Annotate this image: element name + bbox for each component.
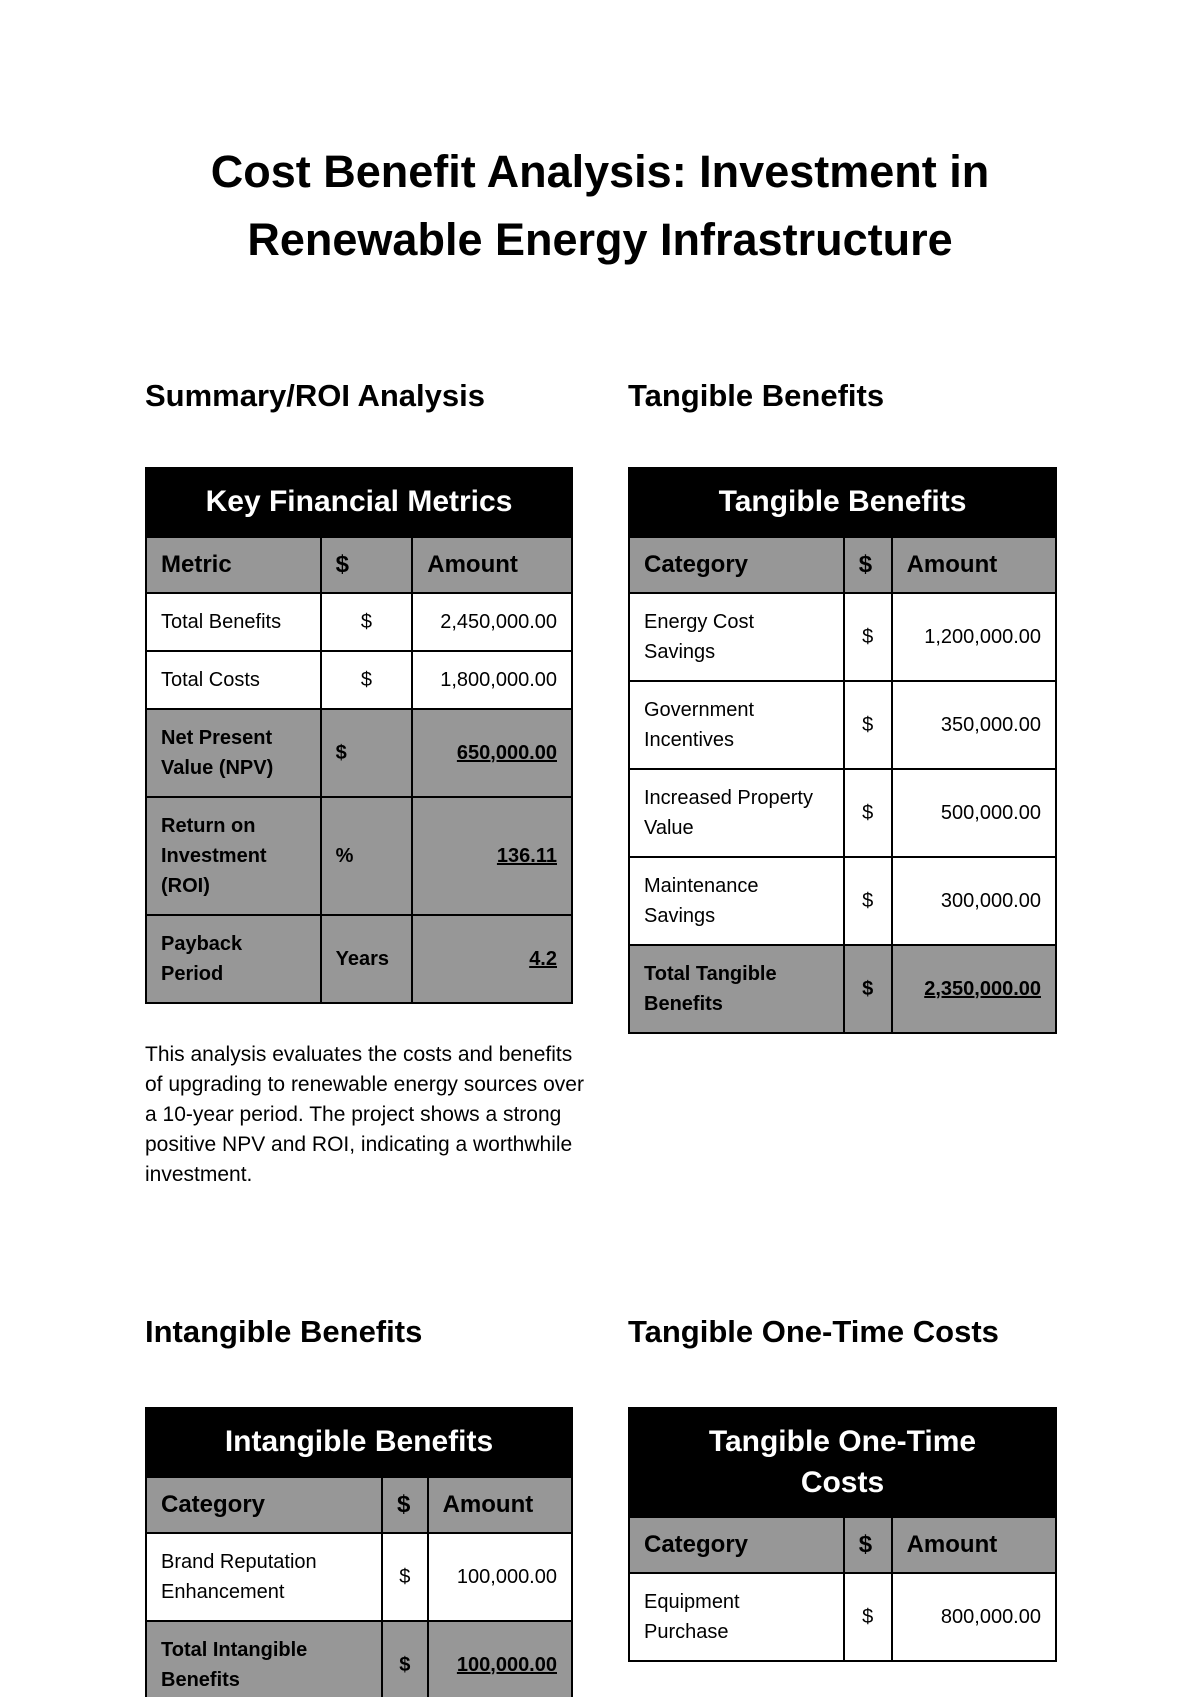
intangible-benefits-table <box>145 1407 573 1697</box>
analysis-note: This analysis evaluates the costs and benefits of upgrading to renewable energy sources over a 10-year period. The project shows a strong positive NPV and ROI, indicating a worthwhile investment. <box>145 1042 584 1186</box>
total-amount: 100,000.00 <box>428 1621 572 1697</box>
total-amount: 2,350,000.00 <box>892 945 1056 1033</box>
table-title: Tangible Benefits <box>629 468 1056 537</box>
category-unit: $ <box>844 857 892 945</box>
metric-label: Total Benefits <box>146 593 321 651</box>
metric-unit: $ <box>321 593 413 651</box>
section-tangible-benefits <box>628 376 1057 1034</box>
column-header-row <box>629 1517 1056 1573</box>
summary-heading: Summary/ROI Analysis <box>145 378 485 413</box>
section-summary-roi <box>145 376 584 1211</box>
column-header-row <box>146 1477 572 1533</box>
table-row <box>629 681 1056 769</box>
table-title: Key Financial Metrics <box>146 468 572 537</box>
metric-label: Total Costs <box>146 651 321 709</box>
table-row-highlight <box>146 915 572 1003</box>
category-label: Brand Reputation Enhancement <box>146 1533 382 1621</box>
table-row <box>629 593 1056 681</box>
tangible-benefits-table <box>628 467 1057 1034</box>
metric-amount: 136.11 <box>412 797 572 915</box>
category-label: Maintenance Savings <box>629 857 844 945</box>
column-header-metric: Metric <box>146 537 321 593</box>
section-intangible-benefits <box>145 1312 573 1697</box>
column-header-amount: Amount <box>892 537 1056 593</box>
column-header-unit: $ <box>844 1517 892 1573</box>
key-financial-metrics-table <box>145 467 573 1004</box>
total-unit: $ <box>844 945 892 1033</box>
category-amount: 1,200,000.00 <box>892 593 1056 681</box>
table-row-highlight <box>146 709 572 797</box>
onetime-heading: Tangible One-Time Costs <box>628 1314 999 1349</box>
table-title-row <box>629 468 1056 537</box>
category-label: Government Incentives <box>629 681 844 769</box>
column-header-unit: $ <box>321 537 413 593</box>
column-header-category: Category <box>629 1517 844 1573</box>
category-unit: $ <box>844 681 892 769</box>
metric-amount: 1,800,000.00 <box>412 651 572 709</box>
column-header-row <box>146 537 572 593</box>
table-row <box>629 857 1056 945</box>
metric-amount: 2,450,000.00 <box>412 593 572 651</box>
column-header-unit: $ <box>382 1477 428 1533</box>
metric-unit: $ <box>321 709 413 797</box>
table-title: Intangible Benefits <box>146 1408 572 1477</box>
column-header-row <box>629 537 1056 593</box>
category-amount: 300,000.00 <box>892 857 1056 945</box>
column-header-amount: Amount <box>892 1517 1056 1573</box>
table-title-row <box>629 1408 1056 1517</box>
total-label: Total Tangible Benefits <box>629 945 844 1033</box>
metric-amount: 4.2 <box>412 915 572 1003</box>
category-unit: $ <box>844 769 892 857</box>
section-onetime-costs <box>628 1312 1057 1662</box>
document-title-text: Cost Benefit Analysis: Investment in Renewable Energy Infrastructure <box>210 146 990 265</box>
table-title-text: Tangible One-Time Costs <box>708 1425 977 1499</box>
metric-amount: 650,000.00 <box>412 709 572 797</box>
metric-unit: Years <box>321 915 413 1003</box>
category-unit: $ <box>844 593 892 681</box>
metric-unit: $ <box>321 651 413 709</box>
category-amount: 800,000.00 <box>892 1573 1056 1661</box>
category-unit: $ <box>844 1573 892 1661</box>
column-header-unit: $ <box>844 537 892 593</box>
category-amount: 100,000.00 <box>428 1533 572 1621</box>
onetime-costs-table <box>628 1407 1057 1662</box>
table-row-total <box>629 945 1056 1033</box>
category-amount: 500,000.00 <box>892 769 1056 857</box>
table-row-highlight <box>146 797 572 915</box>
table-row <box>146 1533 572 1621</box>
column-header-category: Category <box>629 537 844 593</box>
column-header-category: Category <box>146 1477 382 1533</box>
tangible-heading: Tangible Benefits <box>628 378 885 413</box>
column-header-amount: Amount <box>412 537 572 593</box>
total-label: Total Intangible Benefits <box>146 1621 382 1697</box>
table-row <box>629 769 1056 857</box>
category-label: Energy Cost Savings <box>629 593 844 681</box>
column-header-amount: Amount <box>428 1477 572 1533</box>
table-title <box>629 1408 1056 1517</box>
category-label: Equipment Purchase <box>629 1573 844 1661</box>
metric-label: Payback Period <box>146 915 321 1003</box>
metric-label: Net Present Value (NPV) <box>146 709 321 797</box>
category-label: Increased Property Value <box>629 769 844 857</box>
category-amount: 350,000.00 <box>892 681 1056 769</box>
table-row <box>146 593 572 651</box>
category-unit: $ <box>382 1533 428 1621</box>
table-title-row <box>146 468 572 537</box>
table-row <box>146 651 572 709</box>
metric-unit: % <box>321 797 413 915</box>
total-unit: $ <box>382 1621 428 1697</box>
table-row <box>629 1573 1056 1661</box>
table-title-row <box>146 1408 572 1477</box>
intangible-heading: Intangible Benefits <box>145 1314 423 1349</box>
document-title <box>0 138 1200 273</box>
table-row-total <box>146 1621 572 1697</box>
metric-label: Return on Investment (ROI) <box>146 797 321 915</box>
